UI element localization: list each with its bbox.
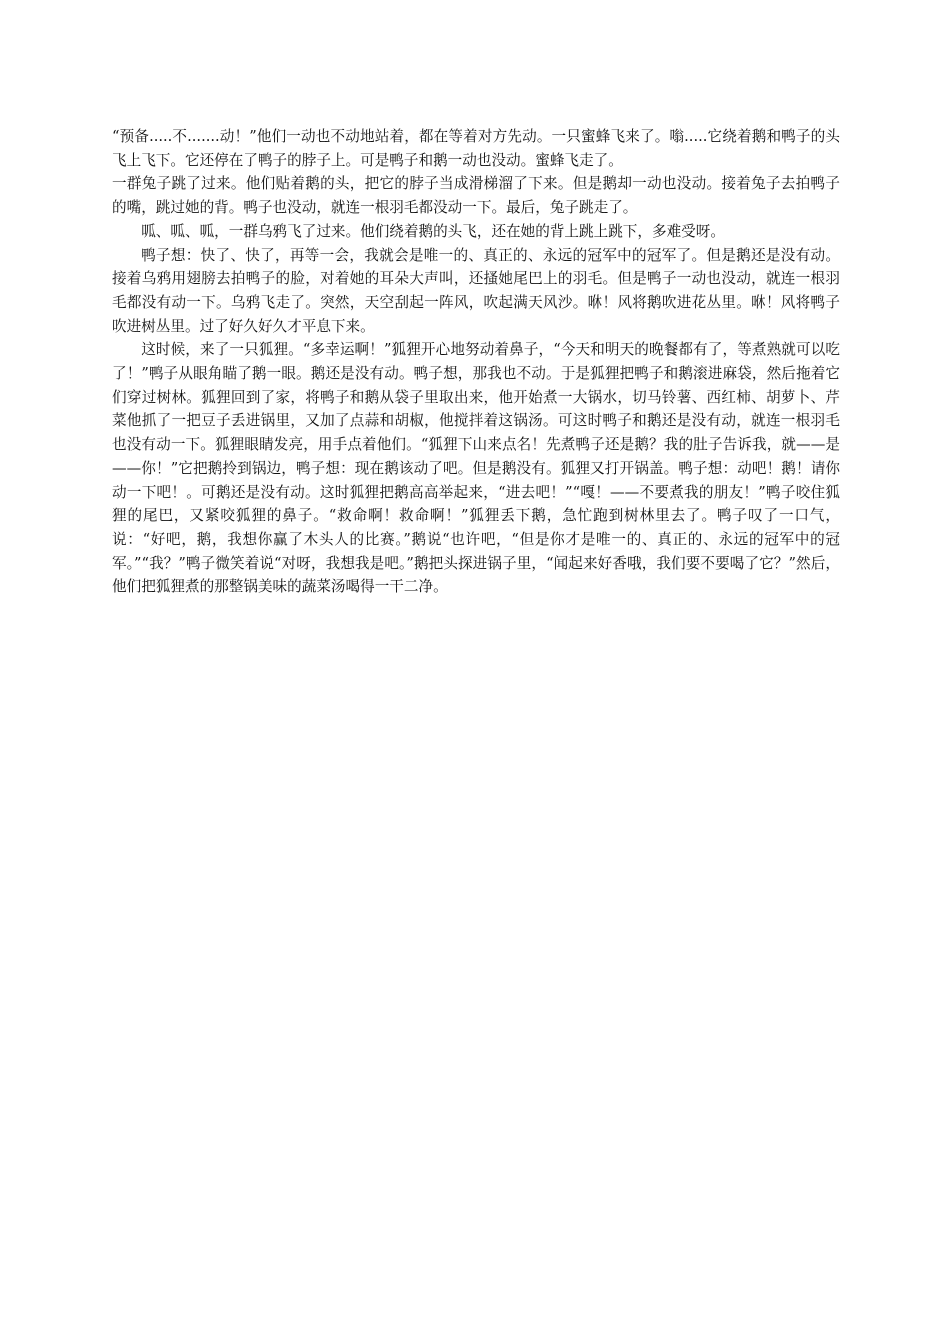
paragraph-wind: 鸭子想：快了、快了，再等一会，我就会是唯一的、真正的、永远的冠军中的冠军了。但是鹅还是没有动。接着乌鸦用翅膀去拍鸭子的脸，对着她的耳朵大声叫，还搔她尾巴上的羽毛。但是鸭子一动也没动，就连一根羽毛都没有动一下。乌鸦飞走了。突然，天空刮起一阵风，吹起满天风沙。咻！风将鹅吹进花丛里。咻！风将鸭子吹进树丛里。过了好久好久才平息下来。 bbox=[112, 246, 840, 335]
story-text bbox=[112, 125, 840, 599]
paragraph-rabbits: 一群兔子跳了过来。他们贴着鹅的头，把它的脖子当成滑梯溜了下来。但是鹅却一动也没动。接着兔子去拍鸭子的嘴，跳过她的背。鸭子也没动，就连一根羽毛都没动一下。最后，兔子跳走了。 bbox=[112, 175, 840, 217]
paragraph-bee: “预备.....不.......动！”他们一动也不动地站着，都在等着对方先动。一只蜜蜂飞来了。嗡.....它绕着鹅和鸭子的头飞上飞下。它还停在了鸭子的脖子上。可是鸭子和鹅一动也没动。蜜蜂飞走了。 bbox=[112, 128, 840, 169]
paragraph-crows: 呱、呱、呱，一群乌鸦飞了过来。他们绕着鹅的头飞，还在她的背上跳上跳下，多难受呀。 bbox=[141, 222, 725, 240]
paragraph-fox: 这时候，来了一只狐狸。“多幸运啊！”狐狸开心地努动着鼻子，“今天和明天的晚餐都有了，等煮熟就可以吃了！”鸭子从眼角瞄了鹅一眼。鹅还是没有动。鸭子想，那我也不动。于是狐狸把鸭子和鹅滚进麻袋，然后拖着它们穿过树林。狐狸回到了家，将鸭子和鹅从袋子里取出来，他开始煮一大锅水，切马铃薯、西红柿、胡萝卜、芹菜他抓了一把豆子丢进锅里，又加了点蒜和胡椒，他搅拌着这锅汤。可这时鸭子和鹅还是没有动，就连一根羽毛也没有动一下。狐狸眼睛发亮，用手点着他们。“狐狸下山来点名！先煮鸭子还是鹅？我的肚子告诉我，就——是——你！”它把鹅拎到锅边，鸭子想：现在鹅该动了吧。但是鹅没有。狐狸又打开锅盖。鸭子想：动吧！鹅！请你动一下吧！。可鹅还是没有动。这时狐狸把鹅高高举起来，“进去吧！”“嘎！——不要煮我的朋友！”鸭子咬住狐狸的尾巴，又紧咬狐狸的鼻子。“救命啊！救命啊！”狐狸丢下鹅，急忙跑到树林里去了。鸭子叹了一口气，说：“好吧，鹅，我想你赢了木头人的比赛。”鹅说“也许吧，“但是你才是唯一的、真正的、永远的冠军中的冠军。”“我？”鸭子微笑着说“对呀，我想我是吧。”鹅把头探进锅子里，“闻起来好香哦，我们要不要喝了它？”然后，他们把狐狸煮的那整锅美味的蔬菜汤喝得一干二净。 bbox=[112, 341, 840, 596]
